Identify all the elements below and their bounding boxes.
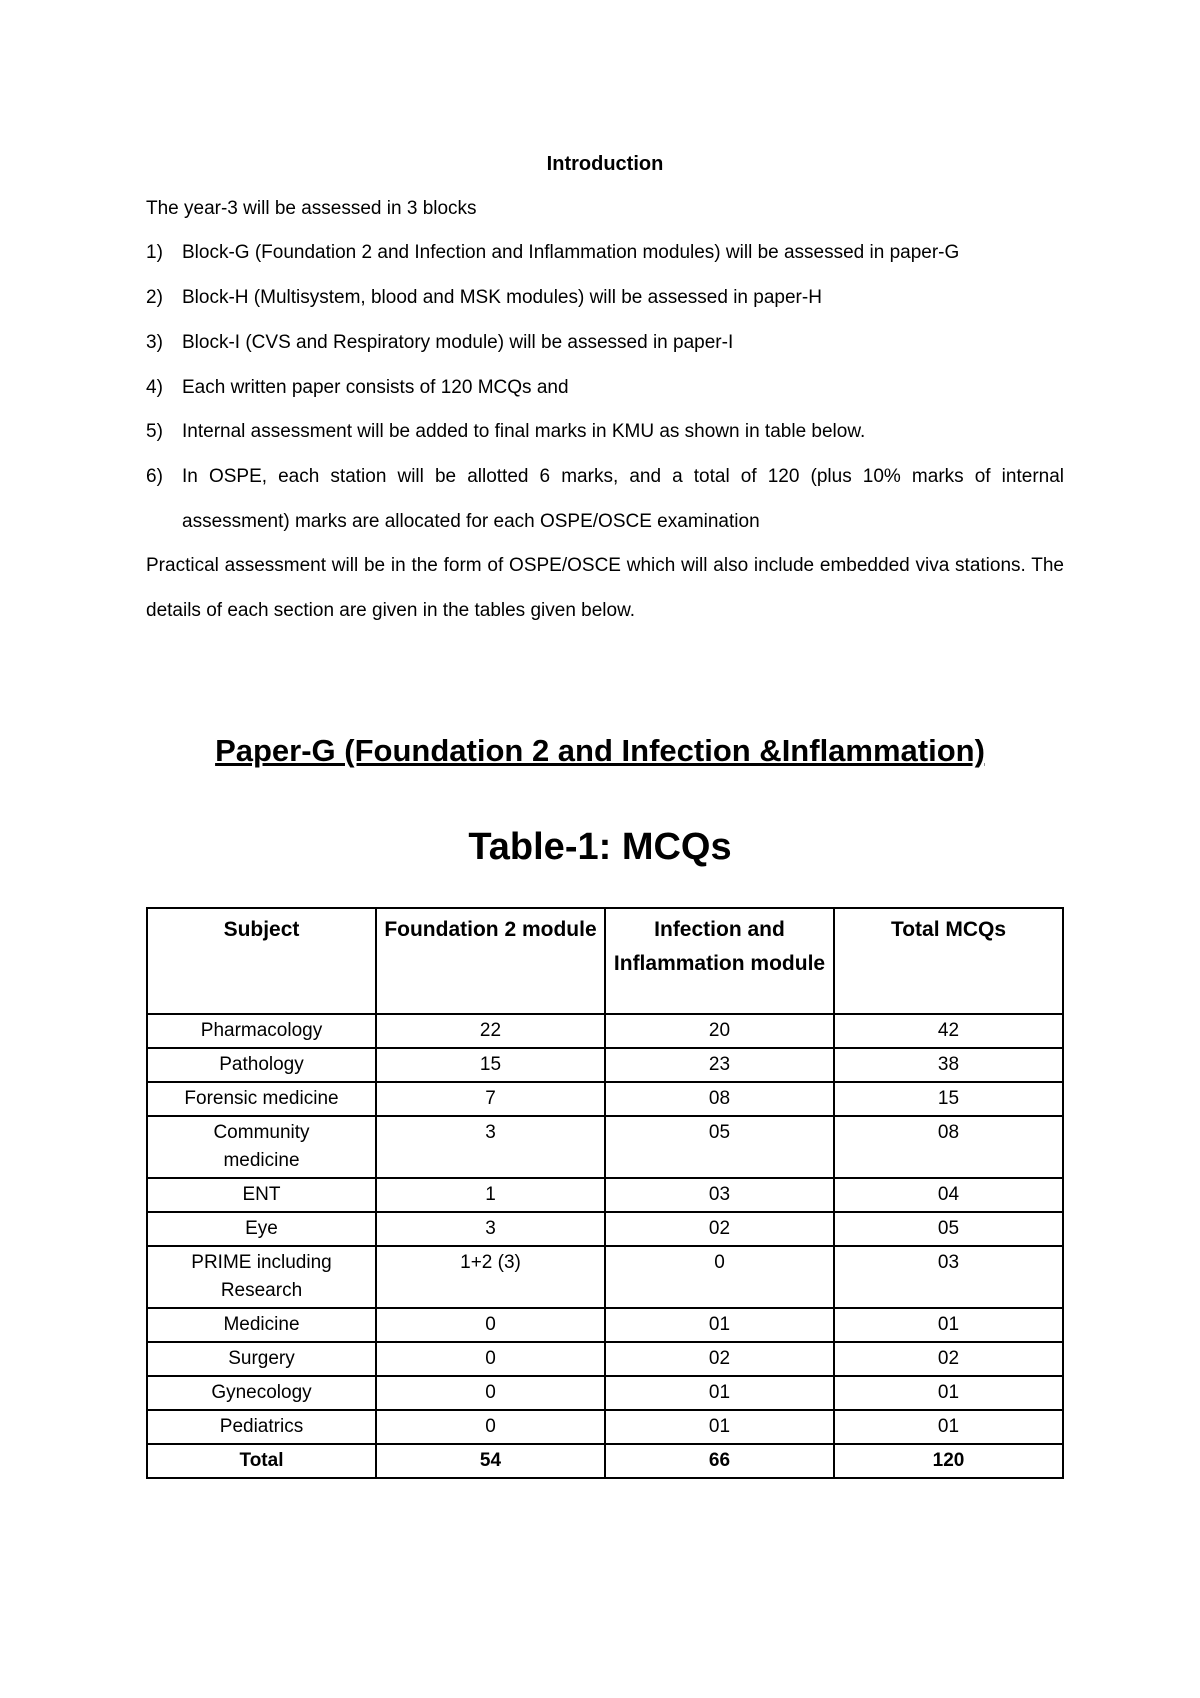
total-value: 66 [605, 1444, 834, 1478]
value-cell: 01 [834, 1376, 1063, 1410]
subject-cell: PRIME including Research [147, 1246, 376, 1308]
value-cell: 0 [605, 1246, 834, 1308]
table-row [147, 1376, 1063, 1410]
list-item [146, 231, 1064, 276]
list-number: 2) [146, 287, 163, 309]
total-row [147, 1444, 1063, 1478]
total-label: Total [147, 1444, 376, 1478]
subject-cell: Pharmacology [147, 1014, 376, 1048]
value-cell: 20 [605, 1014, 834, 1048]
list-text: Block-I (CVS and Respiratory module) will be assessed in paper-I [182, 331, 734, 353]
value-cell: 04 [834, 1178, 1063, 1212]
subject-cell: Pathology [147, 1048, 376, 1082]
value-cell: 03 [605, 1178, 834, 1212]
list-number: 3) [146, 331, 163, 353]
list-text: Each written paper consists of 120 MCQs and [182, 376, 569, 398]
value-cell: 02 [605, 1342, 834, 1376]
value-cell: 01 [605, 1376, 834, 1410]
value-cell: 22 [376, 1014, 605, 1048]
table-title: Table-1: MCQs [468, 826, 732, 868]
value-cell: 15 [834, 1082, 1063, 1116]
value-cell: 7 [376, 1082, 605, 1116]
subject-cell: Forensic medicine [147, 1082, 376, 1116]
subject-cell: Pediatrics [147, 1410, 376, 1444]
list-number: 6) [146, 465, 163, 487]
table-row [147, 1116, 1063, 1178]
column-header: Foundation 2 module [376, 908, 605, 1014]
value-cell: 3 [376, 1212, 605, 1246]
list-item [146, 410, 1064, 455]
value-cell: 1 [376, 1178, 605, 1212]
value-cell: 42 [834, 1014, 1063, 1048]
list-item [146, 366, 1064, 411]
list-item [146, 276, 1064, 321]
introduction-section [146, 142, 1064, 634]
value-cell: 05 [605, 1116, 834, 1178]
value-cell: 0 [376, 1308, 605, 1342]
value-cell: 0 [376, 1376, 605, 1410]
value-cell: 08 [605, 1082, 834, 1116]
value-cell: 02 [605, 1212, 834, 1246]
intro-closing: Practical assessment will be in the form of OSPE/OSCE which will also include embedded viva stations. The details of each section are given in the tables given below. [146, 555, 1064, 622]
total-value: 54 [376, 1444, 605, 1478]
subject-cell: Medicine [147, 1308, 376, 1342]
value-cell: 01 [834, 1410, 1063, 1444]
value-cell: 0 [376, 1410, 605, 1444]
introduction-heading: Introduction [546, 153, 664, 175]
value-cell: 03 [834, 1246, 1063, 1308]
list-item [146, 321, 1064, 366]
table-row [147, 1014, 1063, 1048]
subject-cell: Community medicine [147, 1116, 376, 1178]
subject-cell: ENT [147, 1178, 376, 1212]
list-text: Block-H (Multisystem, blood and MSK modules) will be assessed in paper-H [182, 287, 822, 309]
value-cell: 08 [834, 1116, 1063, 1178]
subject-cell: Eye [147, 1212, 376, 1246]
table-row [147, 1178, 1063, 1212]
column-header: Subject [147, 908, 376, 1014]
subject-cell: Surgery [147, 1342, 376, 1376]
table-row [147, 1048, 1063, 1082]
intro-lead: The year-3 will be assessed in 3 blocks [146, 197, 477, 219]
column-header: Total MCQs [834, 908, 1063, 1014]
value-cell: 01 [605, 1410, 834, 1444]
table-row [147, 1212, 1063, 1246]
value-cell: 3 [376, 1116, 605, 1178]
table-row [147, 1308, 1063, 1342]
table-row [147, 1410, 1063, 1444]
list-number: 4) [146, 376, 163, 398]
table-row [147, 1082, 1063, 1116]
value-cell: 15 [376, 1048, 605, 1082]
list-number: 5) [146, 421, 163, 443]
value-cell: 23 [605, 1048, 834, 1082]
value-cell: 38 [834, 1048, 1063, 1082]
list-item [146, 455, 1064, 544]
table-row [147, 1246, 1063, 1308]
list-text: Block-G (Foundation 2 and Infection and Inflammation modules) will be assessed in paper-G [182, 242, 960, 264]
list-number: 1) [146, 242, 163, 264]
assessment-list [146, 231, 1064, 544]
value-cell: 01 [605, 1308, 834, 1342]
subject-cell: Gynecology [147, 1376, 376, 1410]
value-cell: 1+2 (3) [376, 1246, 605, 1308]
value-cell: 02 [834, 1342, 1063, 1376]
list-text: In OSPE, each station will be allotted 6 marks, and a total of 120 (plus 10% marks of internal assessment) marks are allocated for each OSPE/OSCE examination [182, 465, 1064, 532]
table-row [147, 1342, 1063, 1376]
value-cell: 0 [376, 1342, 605, 1376]
table-header-row [147, 908, 1063, 1014]
list-text: Internal assessment will be added to final marks in KMU as shown in table below. [182, 421, 866, 443]
column-header: Infection and Inflammation module [605, 908, 834, 1014]
paper-heading: Paper-G (Foundation 2 and Infection &Inflammation) [215, 733, 985, 768]
value-cell: 01 [834, 1308, 1063, 1342]
value-cell: 05 [834, 1212, 1063, 1246]
mcq-table [146, 907, 1064, 1479]
total-value: 120 [834, 1444, 1063, 1478]
